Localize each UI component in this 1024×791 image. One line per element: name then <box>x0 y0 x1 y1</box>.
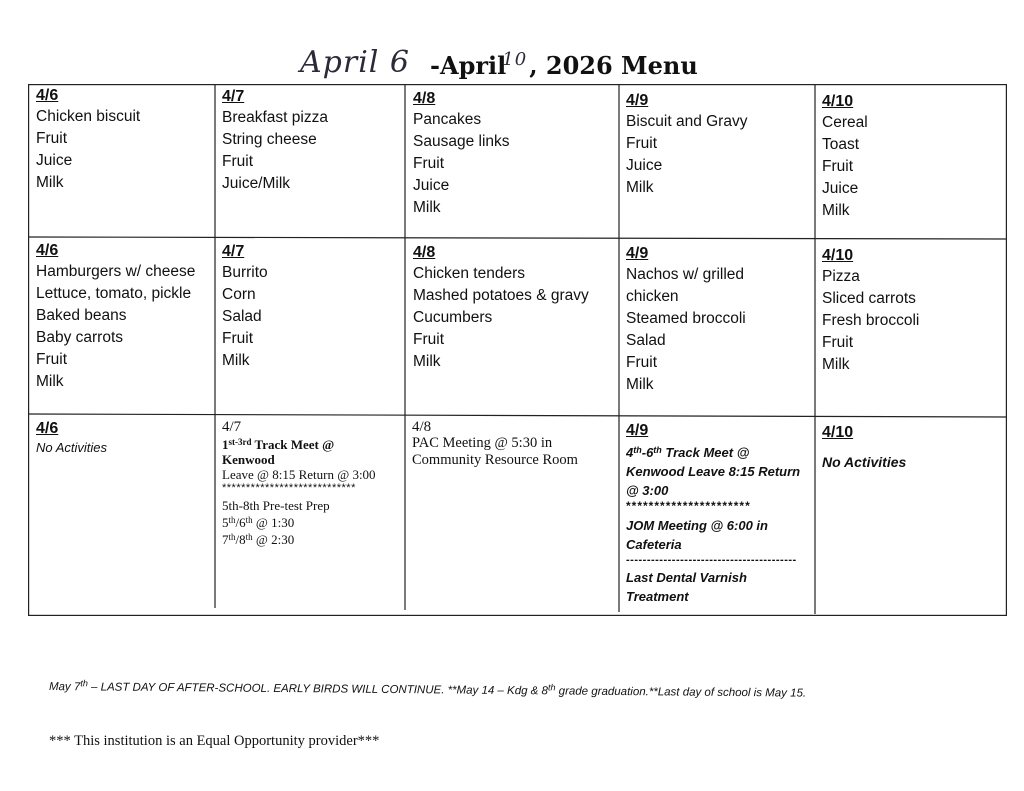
menu-item: Baby carrots <box>36 329 124 346</box>
day-label: 4/6 <box>36 420 59 437</box>
jom-meeting-line2: Cafeteria <box>626 537 682 552</box>
equal-opportunity-statement: *** This institution is an Equal Opportunity provider*** <box>49 733 380 749</box>
menu-item: Burrito <box>222 264 268 281</box>
menu-item: Pizza <box>822 268 860 285</box>
day-label: 4/9 <box>626 245 649 262</box>
menu-item: Fruit <box>222 330 253 347</box>
menu-item: Milk <box>822 356 850 373</box>
day-label: 4/10 <box>822 424 854 441</box>
activity-text: No Activities <box>822 454 907 470</box>
menu-item: Sausage links <box>413 133 510 150</box>
menu-item: Salad <box>626 332 666 349</box>
menu-item: Toast <box>822 136 860 153</box>
jom-meeting-line1: JOM Meeting @ 6:00 in <box>626 518 768 533</box>
track-meet-text: Track Meet @ <box>254 437 335 452</box>
day-label: 4/7 <box>222 243 245 260</box>
menu-item: Juice <box>413 177 450 194</box>
dental-line2: Treatment <box>626 589 689 604</box>
menu-item: Milk <box>822 202 850 219</box>
track-meet-times: Leave @ 8:15 Return @ 3:00 <box>222 467 376 482</box>
menu-item: Cucumbers <box>413 309 493 326</box>
menu-item: Milk <box>626 376 654 393</box>
title-suffix: , 2026 Menu <box>529 51 698 80</box>
footer-note-part: grade graduation.**Last day of school is May 15. <box>555 685 807 700</box>
breakfast-cell-tue <box>222 87 402 195</box>
menu-item: Milk <box>626 179 654 196</box>
menu-item: Fruit <box>822 158 853 175</box>
day-label: 4/9 <box>626 422 649 439</box>
time-text: @ 2:30 <box>252 532 295 547</box>
menu-item: Juice <box>36 152 73 169</box>
grade-sup: th <box>228 515 236 525</box>
title-prefix: -April <box>430 51 507 80</box>
day-label: 4/10 <box>822 247 854 264</box>
pac-meeting-line2: Community Resource Room <box>412 452 578 468</box>
activities-cell-thu <box>626 421 812 606</box>
pretest-time-1 <box>222 513 402 530</box>
menu-item: chicken <box>626 288 679 305</box>
breakfast-cell-fri <box>822 92 1002 222</box>
grade-sup: th <box>228 532 236 542</box>
menu-item: Fruit <box>413 331 444 348</box>
dental-line1: Last Dental Varnish <box>626 570 747 585</box>
menu-item: Fruit <box>822 334 853 351</box>
menu-item: Milk <box>413 353 441 370</box>
menu-item: Chicken tenders <box>413 265 526 282</box>
menu-item: Fresh broccoli <box>822 312 920 329</box>
grade-sup: th <box>245 532 253 542</box>
grade-a: 7 <box>222 532 229 547</box>
row-divider-2 <box>28 414 1007 417</box>
day-label: 4/6 <box>36 87 59 104</box>
activities-cell-wed <box>412 419 617 469</box>
day-label: 4/10 <box>822 93 854 110</box>
menu-item: Milk <box>222 352 250 369</box>
menu-item: Fruit <box>626 354 657 371</box>
track-grade-start: 1 <box>222 437 229 452</box>
footer-note-part: – LAST DAY OF AFTER-SCHOOL. EARLY BIRDS WILL CONTINUE. **May 14 – Kdg & 8 <box>87 681 549 698</box>
menu-item: Cereal <box>822 114 868 131</box>
pac-meeting-line1: PAC Meeting @ 5:30 in <box>412 435 553 451</box>
track-meet-location: Kenwood <box>222 452 275 467</box>
activities-cell-mon <box>36 419 212 457</box>
menu-item: String cheese <box>222 131 317 148</box>
menu-item: Salad <box>222 308 262 325</box>
activities-cell-fri <box>822 423 1002 472</box>
track-grade-sup: st-3rd <box>228 437 252 447</box>
pretest-time-2 <box>222 530 402 547</box>
time-text: @ 1:30 <box>252 515 295 530</box>
activity-text: No Activities <box>36 440 108 455</box>
menu-grid <box>28 84 1007 616</box>
menu-item: Pancakes <box>413 111 482 128</box>
handwritten-end-day: 10 <box>502 49 528 70</box>
divider-stars: ********************** <box>626 500 751 512</box>
menu-item: Milk <box>413 199 441 216</box>
lunch-cell-mon <box>36 241 214 393</box>
breakfast-cell-wed <box>413 89 615 219</box>
menu-item: Milk <box>36 373 64 390</box>
menu-item: Steamed broccoli <box>626 310 746 327</box>
day-label: 4/7 <box>222 88 245 105</box>
footer-note-sup: th <box>547 682 556 693</box>
lunch-cell-thu <box>626 244 812 396</box>
menu-item: Fruit <box>36 130 67 147</box>
footer-note-part: May 7 <box>48 681 81 694</box>
menu-item: Biscuit and Gravy <box>626 113 748 130</box>
menu-item: Fruit <box>36 351 67 368</box>
day-label: 4/8 <box>413 244 436 261</box>
menu-item: Lettuce, tomato, pickle <box>36 285 192 302</box>
day-label: 4/9 <box>626 92 649 109</box>
menu-item: Breakfast pizza <box>222 109 328 126</box>
menu-item: Corn <box>222 286 256 303</box>
menu-item: Fruit <box>413 155 444 172</box>
grade-a: 5 <box>222 515 229 530</box>
menu-item: Juice <box>626 157 663 174</box>
grade-b: /8 <box>235 532 246 547</box>
menu-item: Sliced carrots <box>822 290 916 307</box>
menu-item: Baked beans <box>36 307 127 324</box>
track-meet-return: @ 3:00 <box>626 483 669 498</box>
lunch-cell-wed <box>413 243 617 373</box>
grade-b: -6 <box>641 445 654 460</box>
day-label: 4/8 <box>413 90 436 107</box>
menu-item: Juice/Milk <box>222 175 291 192</box>
menu-item: Mashed potatoes & gravy <box>413 287 589 304</box>
grade-a: 4 <box>626 445 634 460</box>
track-meet-text: Track Meet @ <box>661 445 750 460</box>
track-meet-line <box>626 441 812 462</box>
grade-b: /6 <box>235 515 246 530</box>
divider-stars: **************************** <box>222 482 356 494</box>
lunch-cell-fri <box>822 246 1004 376</box>
footer-note-sup: th <box>80 678 88 689</box>
grade-sup: th <box>245 515 253 525</box>
day-label: 4/7 <box>222 419 242 435</box>
breakfast-cell-mon <box>36 86 212 194</box>
footer-note <box>49 678 806 700</box>
menu-item: Chicken biscuit <box>36 108 141 125</box>
menu-item: Nachos w/ grilled <box>626 266 745 283</box>
pretest-prep: 5th-8th Pre-test Prep <box>222 498 330 513</box>
menu-item: Milk <box>36 174 64 191</box>
activities-cell-tue <box>222 419 402 547</box>
handwritten-start-date: April 6 <box>300 45 411 80</box>
lunch-cell-tue <box>222 242 402 372</box>
row-divider-1 <box>28 237 1007 239</box>
track-meet-times: Kenwood Leave 8:15 Return <box>626 464 801 479</box>
menu-item: Hamburgers w/ cheese <box>36 263 196 280</box>
breakfast-cell-thu <box>626 91 812 199</box>
menu-item: Juice <box>822 180 859 197</box>
track-meet-line <box>222 435 402 452</box>
grade-sup: th <box>633 445 642 455</box>
menu-item: Fruit <box>626 135 657 152</box>
day-label: 4/8 <box>412 419 432 435</box>
grade-sup: th <box>653 445 662 455</box>
day-label: 4/6 <box>36 242 59 259</box>
divider-dashes: ----------------------------------------- <box>626 554 797 566</box>
page-title <box>300 36 698 80</box>
menu-item: Fruit <box>222 153 253 170</box>
